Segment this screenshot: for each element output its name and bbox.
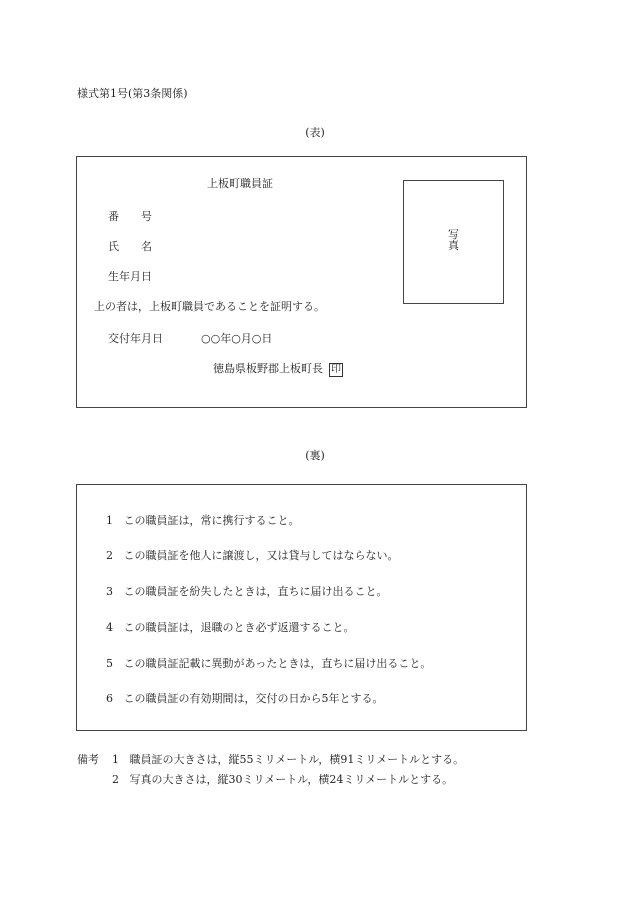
back-item-num: 4 [106, 621, 113, 634]
back-item [106, 690, 384, 706]
photo-label [404, 229, 503, 251]
back-item-text: この職員証記載に異動があったときは，直ちに届け出ること。 [123, 657, 432, 670]
issue-date-label: 交付年月日 [108, 332, 163, 345]
back-item-num: 3 [106, 585, 113, 598]
back-item-text: この職員証の有効期間は，交付の日から5年とする。 [123, 692, 384, 705]
note-num: 2 [112, 773, 119, 786]
notes-label: 備考 [77, 753, 99, 766]
form-number: 様式第1号(第3条関係) [77, 87, 188, 100]
field-number-label: 番 号 [108, 210, 152, 223]
back-item-num: 2 [106, 549, 113, 562]
back-item-num: 5 [106, 657, 113, 670]
seal-stamp: 印 [331, 364, 341, 375]
back-item [106, 547, 399, 563]
back-item-text: この職員証を他人に譲渡し，又は貸与してはならない。 [123, 549, 399, 562]
back-card [76, 484, 527, 731]
front-heading: (表) [305, 126, 325, 139]
back-item-text: この職員証は，常に携行すること。 [123, 514, 300, 527]
note-text: 写真の大きさは，縦30ミリメートル，横24ミリメートルとする。 [129, 773, 454, 786]
field-name-label: 氏 名 [108, 240, 152, 253]
photo-box [403, 180, 504, 304]
back-item [106, 619, 355, 635]
card-title: 上板町職員証 [207, 177, 273, 190]
issuer-name: 徳島県板野郡上板町長 [213, 362, 323, 375]
front-card [76, 156, 527, 408]
note-item [112, 751, 464, 767]
certify-text: 上の者は，上板町職員であることを証明する。 [94, 300, 325, 313]
back-item-num: 1 [106, 514, 113, 527]
photo-label-2: 真 [448, 239, 459, 252]
note-num: 1 [112, 753, 119, 766]
back-heading: (裏) [305, 449, 325, 462]
back-item-text: この職員証を紛失したときは，直ちに届け出ること。 [123, 585, 388, 598]
back-item-num: 6 [106, 692, 113, 705]
back-item-text: この職員証は，退職のとき必ず返還すること。 [123, 621, 355, 634]
note-text: 職員証の大きさは，縦55ミリメートル，横91ミリメートルとする。 [129, 753, 465, 766]
note-item [112, 771, 453, 787]
issue-date-value: ○○年○月○日 [201, 332, 273, 345]
back-item [106, 512, 300, 528]
issuer-line [213, 360, 343, 377]
photo-label-1: 写 [448, 228, 459, 241]
back-item [106, 583, 388, 599]
field-birthdate-label: 生年月日 [108, 270, 152, 283]
back-item [106, 655, 431, 671]
